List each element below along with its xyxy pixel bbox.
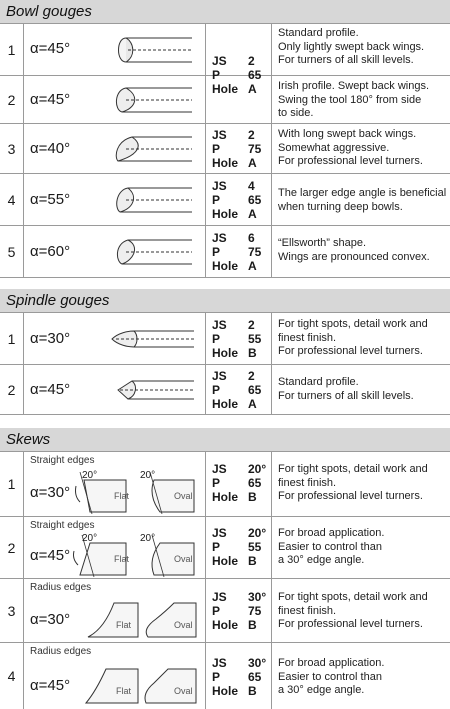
edge-angle: α=45° [30, 91, 71, 108]
row-number: 4 [7, 668, 16, 684]
oval-label: Oval [174, 686, 193, 696]
gouge-profile-icon [112, 131, 198, 167]
row-number: 2 [7, 539, 16, 556]
edge-angle: α=60° [30, 243, 71, 260]
skew-row-4 [0, 643, 450, 709]
gouge-profile-icon [112, 182, 198, 218]
specs: JS 2 P 55 Hole B [212, 318, 262, 360]
oval-label: Oval [174, 491, 193, 501]
edge-angle: α=30° [30, 330, 71, 347]
section-header-bowl-gouges [0, 0, 450, 24]
description: For tight spots, detail work and finest finish. For professional level turners. [278, 591, 428, 630]
description: Standard profile. Only lightly swept back wings. For turners of all skill levels. [278, 27, 425, 66]
edge-type-label: Straight edges [30, 455, 95, 466]
row-number: 1 [7, 476, 16, 492]
flat-label: Flat [116, 620, 132, 630]
edge-type-label: Radius edges [30, 582, 92, 593]
bowl-gouge-row-3 [0, 124, 450, 174]
edge-type-label: Radius edges [30, 646, 92, 657]
edge-angle: α=45° [30, 381, 71, 398]
skew-row-2 [0, 517, 450, 579]
specs: JS 2 P 75 Hole A [212, 128, 262, 170]
edge-angle: α=45° [30, 40, 71, 57]
description: The larger edge angle is beneficial when turning deep bowls. [278, 187, 447, 213]
edge-type-label: Straight edges [30, 520, 95, 531]
gouge-profile-icon [112, 82, 198, 118]
description: For tight spots, detail work and finest finish. For professional level turners. [278, 318, 428, 357]
bowl-gouge-row-4 [0, 174, 450, 226]
specs: JS 6 P 75 Hole A [212, 231, 262, 273]
skew-tilt-label: 20° [82, 533, 98, 544]
skew-tilt-label: 20° [140, 470, 156, 481]
description: With long swept back wings. Somewhat aggressive. For professional level turners. [278, 128, 423, 167]
section-title: Bowl gouges [6, 3, 92, 20]
flat-label: Flat [116, 686, 132, 696]
specs: JS 30° P 75 Hole B [212, 590, 267, 632]
spindle-gouge-row-2 [0, 365, 450, 415]
section-header-skews [0, 428, 450, 452]
edge-angle: α=40° [30, 140, 71, 157]
edge-angle: α=30° [30, 611, 71, 628]
gouge-profile-icon [112, 32, 198, 68]
bowl-gouge-row-5 [0, 226, 450, 278]
edge-angle: α=45° [30, 547, 71, 564]
skew-tilt-label: 20° [140, 533, 156, 544]
row-number: 5 [7, 243, 16, 260]
row-number: 3 [7, 602, 16, 619]
section-title: Skews [6, 431, 51, 448]
row-number: 2 [7, 91, 16, 108]
section-header-spindle-gouges [0, 289, 450, 313]
description: For broad application. Easier to control than a 30° edge angle. [278, 657, 385, 696]
edge-angle: α=45° [30, 677, 71, 694]
row-number: 2 [7, 381, 16, 398]
oval-label: Oval [174, 554, 193, 564]
specs: JS 20° P 55 Hole B [212, 526, 267, 568]
oval-label: Oval [174, 620, 193, 630]
section-title: Spindle gouges [6, 292, 110, 309]
row-number: 1 [7, 41, 16, 58]
description: Irish profile. Swept back wings. Swing the tool 180° from side to side. [278, 80, 430, 119]
specs: JS 20° P 65 Hole B [212, 462, 267, 504]
description: “Ellsworth” shape. Wings are pronounced convex. [278, 237, 430, 263]
description: For broad application. Easier to control than a 30° edge angle. [278, 527, 385, 566]
gouge-profile-icon [112, 234, 198, 270]
description: Standard profile. For turners of all skill levels. [278, 376, 414, 402]
skew-row-1 [0, 452, 450, 517]
spindle-gouge-profile-icon [110, 374, 198, 406]
spindle-gouge-profile-icon [108, 323, 198, 355]
specs: JS 4 P 65 Hole A [212, 179, 262, 221]
flat-label: Flat [114, 554, 130, 564]
shared-specs: JS 2 P 65 Hole A [212, 54, 262, 96]
skew-tilt-label: 20° [82, 470, 98, 481]
flat-label: Flat [114, 491, 130, 501]
specs: JS 30° P 65 Hole B [212, 656, 267, 698]
row-number: 3 [7, 140, 16, 157]
row-number: 1 [7, 330, 16, 347]
skew-row-3 [0, 579, 450, 643]
row-number: 4 [7, 191, 16, 208]
edge-angle: α=55° [30, 191, 71, 208]
edge-angle: α=30° [30, 484, 71, 501]
specs: JS 2 P 65 Hole A [212, 369, 262, 411]
description: For tight spots, detail work and finest finish. For professional level turners. [278, 463, 428, 502]
spindle-gouge-row-1 [0, 313, 450, 365]
